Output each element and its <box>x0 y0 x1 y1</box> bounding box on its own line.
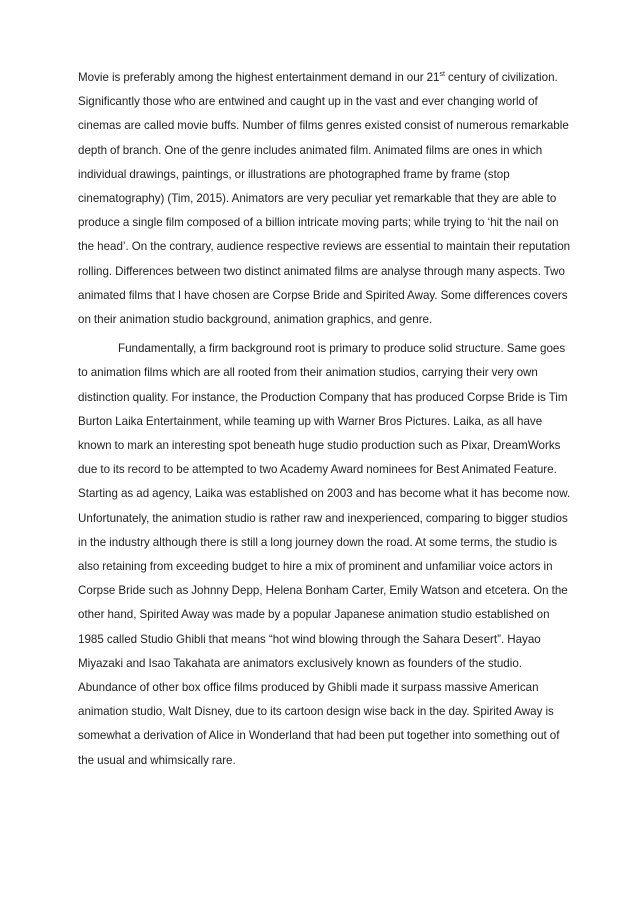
paragraph-1 <box>78 66 576 332</box>
text-line: known to mark an interesting spot beneath huge studio production such as Pixar, DreamWorks <box>78 439 561 453</box>
text-line <box>78 66 576 90</box>
line-text: Fundamentally, a firm background root is primary to produce solid structure. Same goes <box>118 342 566 356</box>
text-line: distinction quality. For instance, the Production Company that has produced Corpse Bride is Tim <box>78 390 568 404</box>
superscript-ordinal: st <box>439 71 445 78</box>
text-line: Miyazaki and Isao Takahata are animators exclusively known as founders of the studio. <box>78 656 522 670</box>
text-line: cinematography) (Tim, 2015). Animators are very peculiar yet remarkable that they are able to <box>78 192 557 206</box>
text-line: cinemas are called movie buffs. Number of films genres existed consist of numerous remarkable <box>78 119 569 133</box>
text-line: produce a single film composed of a billion intricate moving parts; while trying to ‘hit the nail on <box>78 216 559 230</box>
text-line: Abundance of other box office films produced by Ghibli made it surpass massive American <box>78 681 539 695</box>
text-line: in the industry although there is still a long journey down the road. At some terms, the studio is <box>78 535 558 549</box>
text-line: also retaining from exceeding budget to hire a mix of prominent and unfamiliar voice actors in <box>78 560 553 574</box>
text-line: other hand, Spirited Away was made by a popular Japanese animation studio established on <box>78 608 550 622</box>
text-line: rolling. Differences between two distinct animated films are analyse through many aspects. Two <box>78 264 565 278</box>
line-text: century of civilization. <box>444 71 558 84</box>
line-text: Movie is preferably among the highest entertainment demand in our 21 <box>78 71 440 84</box>
text-line: animated films that I have chosen are Corpse Bride and Spirited Away. Some differences covers <box>78 288 568 302</box>
text-line: due to its record to be attempted to two Academy Award nominees for Best Animated Feature. <box>78 463 557 477</box>
text-line: Significantly those who are entwined and caught up in the vast and ever changing world of <box>78 95 538 109</box>
text-line: Burton Laika Entertainment, while teaming up with Warner Bros Pictures. Laika, as all have <box>78 414 543 428</box>
text-line: the usual and whimsically rare. <box>78 753 236 767</box>
text-line: on their animation studio background, animation graphics, and genre. <box>78 313 433 327</box>
text-line: Unfortunately, the animation studio is rather raw and inexperienced, comparing to bigger studios <box>78 511 568 525</box>
text-line: depth of branch. One of the genre includes animated film. Animated films are ones in which <box>78 143 543 157</box>
text-line: animation studio, Walt Disney, due to its cartoon design wise back in the day. Spirited Away is <box>78 705 554 719</box>
text-line: somewhat a derivation of Alice in Wonderland that had been put together into something out of <box>78 729 560 743</box>
text-line: to animation films which are all rooted from their animation studios, carrying their very own <box>78 366 538 380</box>
text-line <box>78 337 576 361</box>
text-line: Corpse Bride such as Johnny Depp, Helena Bonham Carter, Emily Watson and etcetera. On the <box>78 584 568 598</box>
text-line: the head’. On the contrary, audience respective reviews are essential to maintain their reputation <box>78 240 571 254</box>
paragraph-2 <box>78 337 576 773</box>
text-line: 1985 called Studio Ghibli that means “hot wind blowing through the Sahara Desert”. Hayao <box>78 632 541 646</box>
text-line: individual drawings, paintings, or illustrations are photographed frame by frame (stop <box>78 167 510 181</box>
text-line: Starting as ad agency, Laika was established on 2003 and has become what it has become now. <box>78 487 571 501</box>
